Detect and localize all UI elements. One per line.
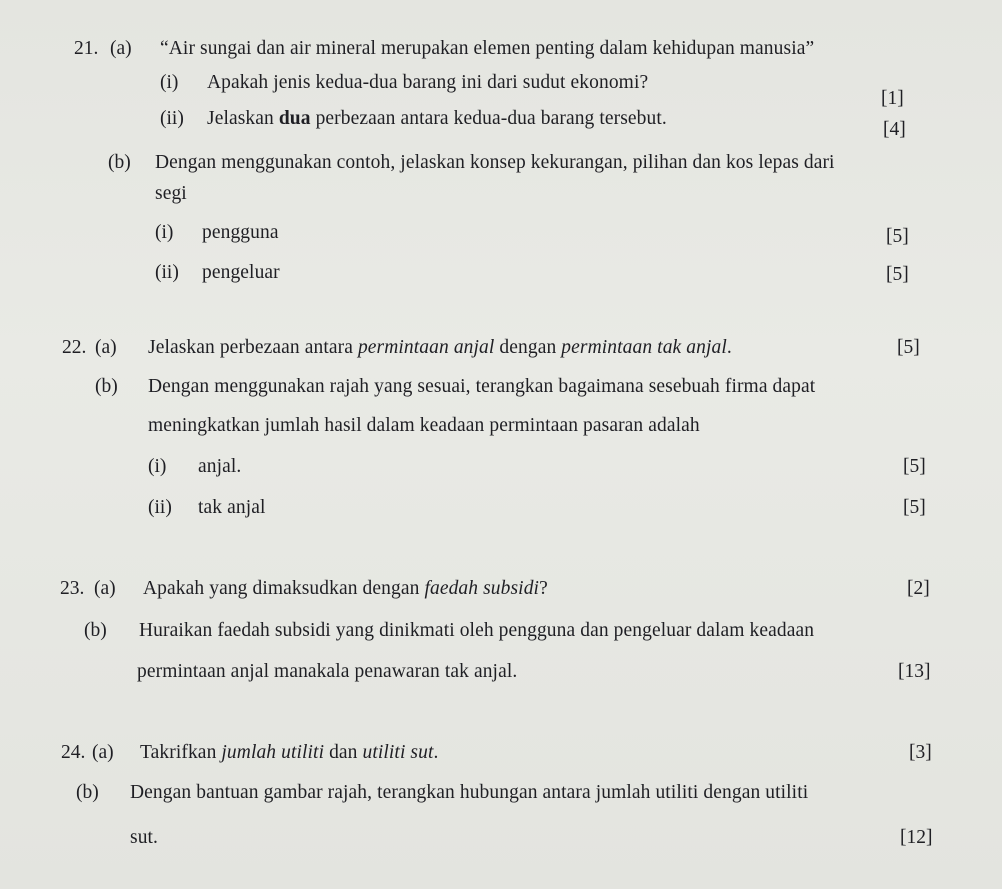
q22-a-text-b: dengan (494, 337, 562, 358)
q21-a-ii-text-b: perbezaan antara kedua-dua barang tersebut. (310, 108, 667, 129)
q21-b-text-line1: Dengan menggunakan contoh, jelaskan konsep kekurangan, pilihan dan kos lepas dari (155, 152, 835, 173)
q21-a-ii-text (207, 108, 667, 130)
q24-b-text-line2: sut. (130, 827, 159, 848)
q21-number: 21. (74, 38, 99, 59)
q22-b-i-marks: [5] (903, 456, 926, 477)
q24-a-text-b: dan (324, 742, 363, 763)
q22-b-ii-text: tak anjal (198, 497, 266, 518)
q21-a-label: (a) (110, 38, 132, 59)
q24-b-label: (b) (76, 782, 99, 803)
q23-b-text-line2: permintaan anjal manakala penawaran tak anjal. (137, 661, 518, 682)
q22-a-text-c: . (726, 337, 732, 358)
q24-b-text-line1: Dengan bantuan gambar rajah, terangkan hubungan antara jumlah utiliti dengan utiliti (130, 782, 809, 803)
q22-b-text-line2: meningkatkan jumlah hasil dalam keadaan permintaan pasaran adalah (148, 415, 700, 436)
q23-a-text-a: Apakah yang dimaksudkan dengan (143, 578, 425, 599)
q22-b-label: (b) (95, 376, 118, 397)
q21-b-i-marks: [5] (886, 226, 909, 247)
q22-b-ii-marks: [5] (903, 497, 926, 518)
q21-a-i-marks: [1] (881, 88, 904, 109)
q21-a-ii-text-bold: dua (278, 108, 311, 129)
q21-b-text-line2: segi (155, 183, 187, 204)
q24-b-marks: [12] (900, 827, 933, 848)
q22-a-text-a: Jelaskan perbezaan antara (148, 337, 358, 358)
q21-a-text: “Air sungai dan air mineral merupakan elemen penting dalam kehidupan manusia” (160, 38, 815, 59)
q21-a-ii-marks: [4] (883, 119, 906, 140)
q23-b-text-line1: Huraikan faedah subsidi yang dinikmati oleh pengguna dan pengeluar dalam keadaan (139, 620, 815, 641)
q23-a-label: (a) (94, 578, 116, 599)
q22-b-ii-label: (ii) (148, 497, 172, 518)
q22-a-label: (a) (95, 337, 117, 358)
q23-b-label: (b) (84, 620, 107, 641)
q24-a-italic-2: utiliti sut (362, 742, 434, 763)
q23-a-text-b: ? (539, 578, 548, 599)
q21-a-i-text: Apakah jenis kedua-dua barang ini dari sudut ekonomi? (207, 72, 649, 93)
q24-a-text-a: Takrifkan (140, 742, 222, 763)
q21-a-i-label: (i) (160, 72, 179, 93)
q21-b-i-text: pengguna (202, 222, 279, 243)
q24-a-marks: [3] (909, 742, 932, 763)
q21-a-ii-label: (ii) (160, 108, 184, 129)
q22-b-i-label: (i) (148, 456, 167, 477)
q22-b-text-line1: Dengan menggunakan rajah yang sesuai, terangkan bagaimana sesebuah firma dapat (148, 376, 816, 397)
q21-b-ii-label: (ii) (155, 262, 179, 283)
q21-b-ii-marks: [5] (886, 264, 909, 285)
q24-a-italic-1: jumlah utiliti (221, 742, 325, 763)
q23-number: 23. (60, 578, 85, 599)
q24-a-text (140, 742, 438, 764)
q22-b-i-text: anjal. (198, 456, 242, 477)
q22-a-text (148, 337, 732, 359)
q23-b-marks: [13] (898, 661, 931, 682)
q24-a-label: (a) (92, 742, 114, 763)
q22-number: 22. (62, 337, 87, 358)
q22-a-marks: [5] (897, 337, 920, 358)
q21-b-ii-text: pengeluar (202, 262, 280, 283)
q21-b-i-label: (i) (155, 222, 174, 243)
q24-a-text-c: . (433, 742, 439, 763)
q24-number: 24. (61, 742, 86, 763)
q22-a-italic-1: permintaan anjal (357, 337, 495, 358)
q23-a-italic: faedah subsidi (424, 578, 540, 599)
q21-a-ii-text-a: Jelaskan (207, 108, 279, 129)
q23-a-marks: [2] (907, 578, 930, 599)
q21-b-label: (b) (108, 152, 131, 173)
q23-a-text (143, 578, 548, 600)
q22-a-italic-2: permintaan tak anjal (561, 337, 727, 358)
